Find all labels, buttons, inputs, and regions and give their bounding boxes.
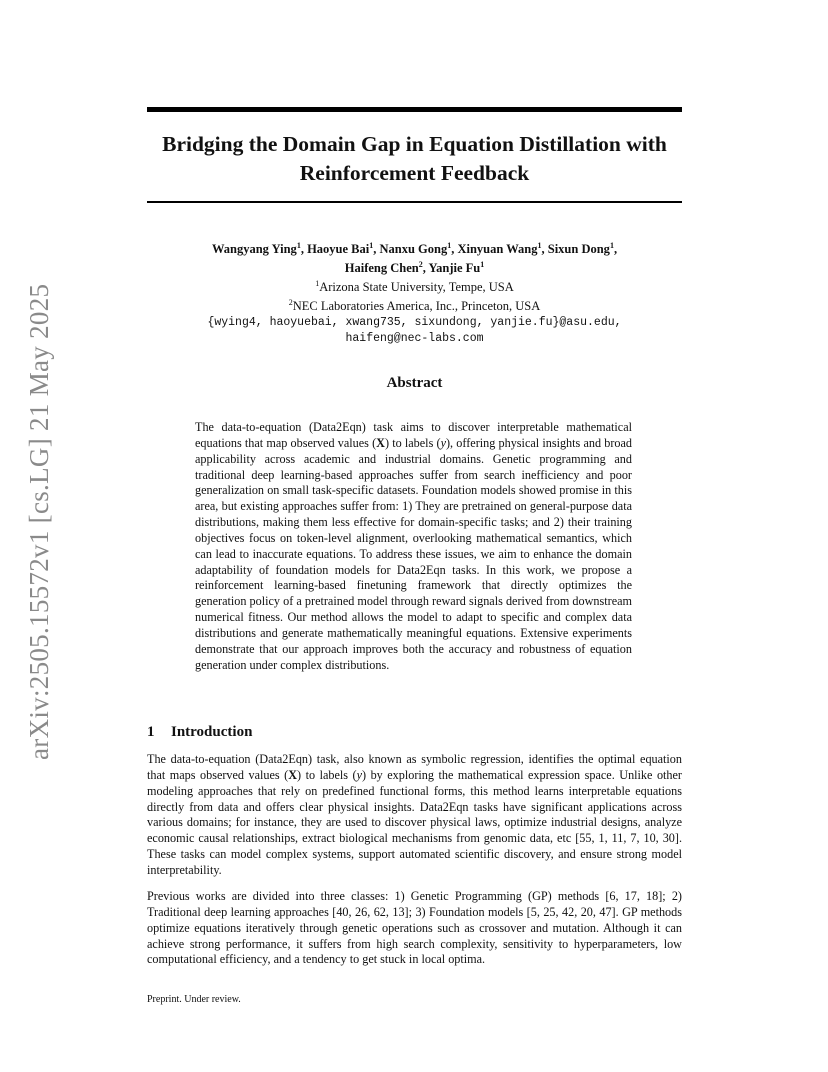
affiliation-mark: 1 — [537, 241, 542, 250]
author-block — [147, 238, 682, 347]
abstract-body — [195, 420, 632, 674]
abstract-text: ) to labels ( — [384, 435, 441, 450]
affiliation-mark: 1 — [369, 241, 374, 250]
author-name: Haifeng Chen — [344, 261, 419, 276]
math-symbol-x: X — [376, 435, 385, 450]
title-rule-bottom — [147, 201, 682, 203]
author-name: , Yanjie Fu — [422, 261, 481, 276]
affiliation-mark: 1 — [315, 279, 320, 289]
arxiv-identifier: arXiv:2505.15572v1 [cs.LG] 21 May 2025 — [24, 283, 54, 760]
section-heading-introduction — [147, 724, 252, 741]
paragraph-text: The data-to-equation (Data2Eqn) task, also known as symbolic regression, identifies the optimal equation that maps observed values ( — [147, 752, 682, 782]
paper-title — [147, 130, 682, 188]
affiliation-2 — [147, 295, 682, 314]
intro-paragraph-1 — [147, 752, 682, 879]
paragraph-text: ) to labels ( — [297, 767, 357, 782]
title-line-2: Reinforcement Feedback — [299, 161, 530, 185]
email-line-2: haifeng@nec-labs.com — [345, 331, 484, 345]
section-number: 1 — [147, 724, 155, 740]
affiliation-text: Arizona State University, Tempe, USA — [319, 280, 514, 295]
affiliation-mark: 2 — [418, 260, 423, 270]
affiliation-text: NEC Laboratories America, Inc., Princeton, USA — [292, 299, 541, 314]
math-symbol-x: X — [288, 767, 298, 782]
affiliation-1 — [147, 276, 682, 295]
math-symbol-y: y — [440, 435, 446, 450]
abstract-text: The data-to-equation (Data2Eqn) task aims to discover interpretable mathematical equations that map observed values ( — [195, 420, 632, 450]
author-list-line-2 — [147, 257, 682, 276]
affiliation-mark: 1 — [296, 241, 301, 250]
title-rule-top — [147, 107, 682, 112]
author-list-line-1 — [147, 238, 682, 257]
affiliation-mark: 1 — [447, 241, 452, 250]
page-footer: Preprint. Under review. — [147, 994, 241, 1005]
math-symbol-y: y — [356, 767, 362, 782]
affiliation-mark: 1 — [480, 260, 485, 270]
paragraph-text: ) by exploring the mathematical expression space. Unlike other modeling approaches that rely on predefined functional forms, this method learns interpretable equations directly from data and offers clear physical insights. Data2Eqn tasks have significant applications across various domains; for instance, they are used to discover physical laws, optimize industrial designs, analyze economic causal relationships, extract biological mechanisms from genomic data, etc [55, 1, 11, 7, 10, 30]. These tasks can model complex systems, support automated scientific discovery, and ensure strong model interpretability. — [147, 767, 682, 877]
title-line-1: Bridging the Domain Gap in Equation Distillation with — [162, 132, 667, 156]
author-name: , Nanxu Gong — [373, 242, 448, 257]
email-line-1: {wying4, haoyuebai, xwang735, sixundong, yanjie.fu}@asu.edu, — [207, 315, 622, 329]
author-name: , Xinyuan Wang — [451, 242, 538, 257]
author-name: Wangyang Ying — [211, 242, 297, 257]
affiliation-mark: 1 — [609, 241, 614, 250]
abstract-heading: Abstract — [386, 375, 443, 391]
section-title: Introduction — [171, 724, 253, 740]
intro-paragraph-2: Previous works are divided into three classes: 1) Genetic Programming (GP) methods [6, 17, 18]; 2) Traditional deep learning approaches [40, 26, 62, 13]; 3) Foundation models [5, 25, 42, 20, 47]. GP methods optimize equations iteratively through genetic operations such as crossover and mutation. Although it can achieve strong performance, it suffers from high search complexity, sensitivity to hyperparameters, low computational efficiency, and a tendency to get stuck in local optima. — [147, 889, 682, 967]
author-name: , Sixun Dong — [541, 242, 610, 257]
abstract-text: ), offering physical insights and broad applicability across academic and industrial domains. Genetic programming and traditional deep learning-based approaches suffer from search inefficiency and poor generalization on small task-specific datasets. Foundation models showed promise in this area, but existing approaches suffer from: 1) They are pretrained on general-purpose data distributions, making them less effective for domain-specific tasks; and 2) their training objectives focus on token-level alignment, overlooking mathematical semantics, which can lead to inaccurate equations. To address these issues, we aim to enhance the domain adaptability of foundation models for Data2Eqn tasks. In this work, we propose a reinforcement learning-based finetuning framework that directly optimizes the generation policy of a pretrained model through reward signals derived from downstream numerical fitness. Our method allows the model to adapt to specific and complex data distributions and generate mathematically meaningful equations. Extensive experiments demonstrate that our approach improves both the accuracy and robustness of equation generation under complex distributions. — [195, 435, 633, 672]
affiliation-mark: 2 — [288, 298, 293, 308]
author-separator: , — [613, 242, 618, 257]
author-name: , Haoyue Bai — [300, 242, 370, 257]
